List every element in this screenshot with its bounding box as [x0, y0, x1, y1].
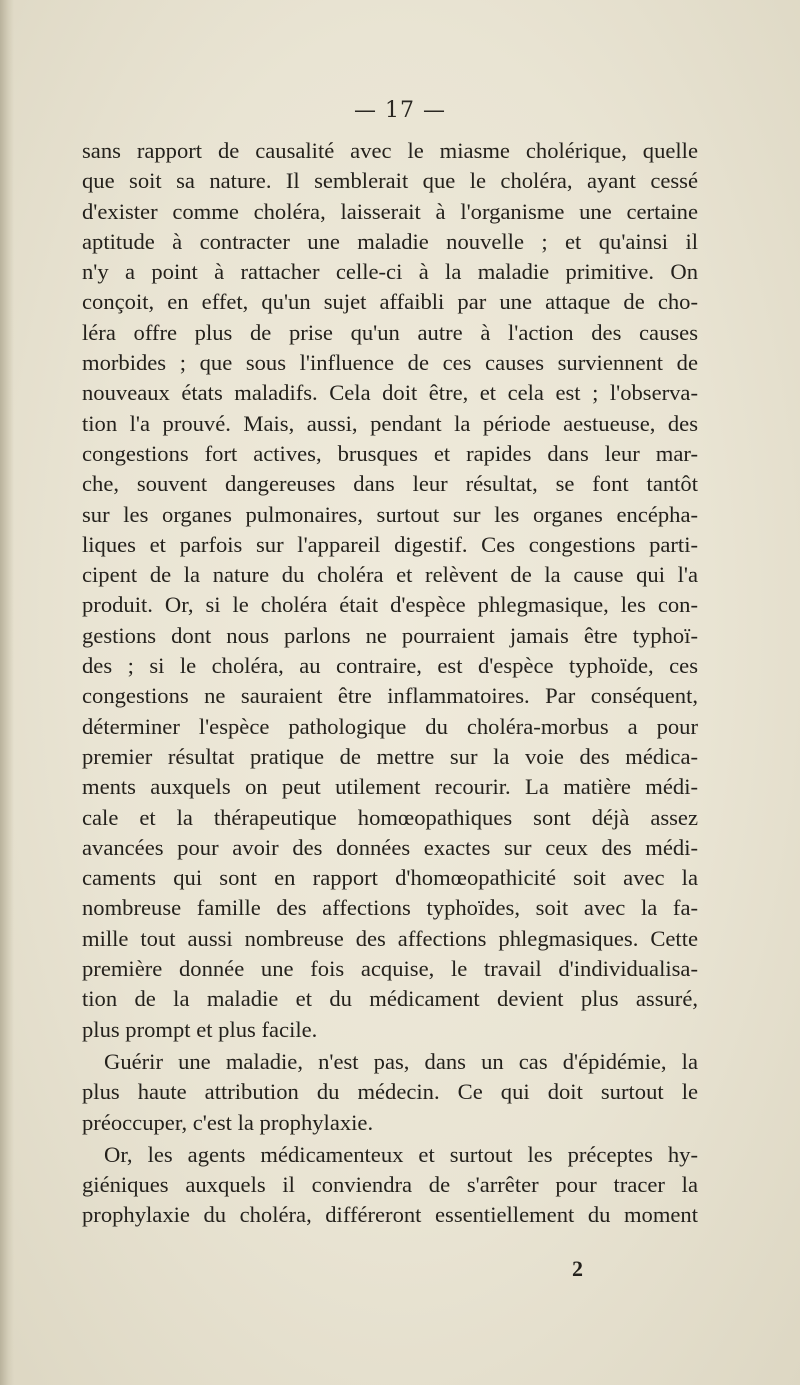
body-text [82, 136, 698, 1231]
text-line: nouveaux états maladifs. Cela doit être, et cela est ; l'observa- [82, 380, 698, 406]
text-line: n'y a point à rattacher celle-ci à la maladie primitive. On [82, 259, 698, 285]
text-line: cale et la thérapeutique homœopathiques sont déjà assez [82, 804, 698, 830]
text-line: aptitude à contracter une maladie nouvelle ; et qu'ainsi il [82, 228, 698, 254]
text-line: nombreuse famille des affections typhoïdes, soit avec la fa- [82, 895, 698, 921]
text-line: que soit sa nature. Il semblerait que le choléra, ayant cessé [82, 168, 698, 194]
text-line: léra offre plus de prise qu'un autre à l'action des causes [82, 319, 698, 345]
text-line: congestions fort actives, brusques et rapides dans leur mar- [82, 440, 698, 466]
text-line: che, souvent dangereuses dans leur résultat, se font tantôt [82, 471, 698, 497]
text-line: plus haute attribution du médecin. Ce qui doit surtout le [82, 1079, 698, 1105]
binding-edge [0, 0, 14, 1385]
text-line: d'exister comme choléra, laisserait à l'organisme une certaine [82, 198, 698, 224]
text-line: avancées pour avoir des données exactes sur ceux des médi- [82, 834, 698, 860]
paragraph [82, 1140, 698, 1231]
text-line: sans rapport de causalité avec le miasme cholérique, quelle [82, 138, 698, 163]
text-line: conçoit, en effet, qu'un sujet affaibli par une attaque de cho- [82, 289, 698, 315]
text-line: sur les organes pulmonaires, surtout sur les organes encépha- [82, 501, 698, 527]
text-line: morbides ; que sous l'influence de ces causes surviennent de [82, 350, 698, 376]
text-line: prophylaxie du choléra, différeront essentiellement du moment [82, 1202, 698, 1228]
text-line: liques et parfois sur l'appareil digestif. Ces congestions parti- [82, 531, 698, 557]
text-line: produit. Or, si le choléra était d'espèce phlegmasique, les con- [82, 592, 698, 618]
page-number: — 17 — [354, 98, 446, 123]
text-line: mille tout aussi nombreuse des affections phlegmasiques. Cette [82, 925, 698, 951]
text-line: tion l'a prouvé. Mais, aussi, pendant la période aestueuse, des [82, 410, 698, 436]
paragraph [82, 1047, 698, 1138]
text-line: cipent de la nature du choléra et relèvent de la cause qui l'a [82, 562, 698, 588]
text-line: préoccuper, c'est la prophylaxie. [82, 1109, 374, 1135]
text-line: tion de la maladie et du médicament devient plus assuré, [82, 986, 698, 1012]
signature-mark: 2 [572, 1256, 583, 1281]
text-line: gestions dont nous parlons ne pourraient jamais être typhoï- [82, 622, 698, 648]
text-line: des ; si le choléra, au contraire, est d'espèce typhoïde, ces [82, 653, 698, 679]
text-line: premier résultat pratique de mettre sur la voie des médica- [82, 743, 698, 769]
text-line: caments qui sont en rapport d'homœopathicité soit avec la [82, 865, 698, 891]
text-line: plus prompt et plus facile. [82, 1016, 318, 1042]
text-line: giéniques auxquels il conviendra de s'arrêter pour tracer la [82, 1172, 698, 1198]
text-line: congestions ne sauraient être inflammatoires. Par conséquent, [82, 683, 698, 709]
text-line: Guérir une maladie, n'est pas, dans un cas d'épidémie, la [104, 1048, 698, 1074]
text-line: Or, les agents médicamenteux et surtout les préceptes hy- [104, 1141, 698, 1167]
text-line: déterminer l'espèce pathologique du choléra-morbus a pour [82, 713, 698, 739]
paragraph [82, 136, 698, 1045]
text-line: première donnée une fois acquise, le travail d'individualisa- [82, 956, 698, 982]
text-line: ments auxquels on peut utilement recourir. La matière médi- [82, 774, 698, 800]
